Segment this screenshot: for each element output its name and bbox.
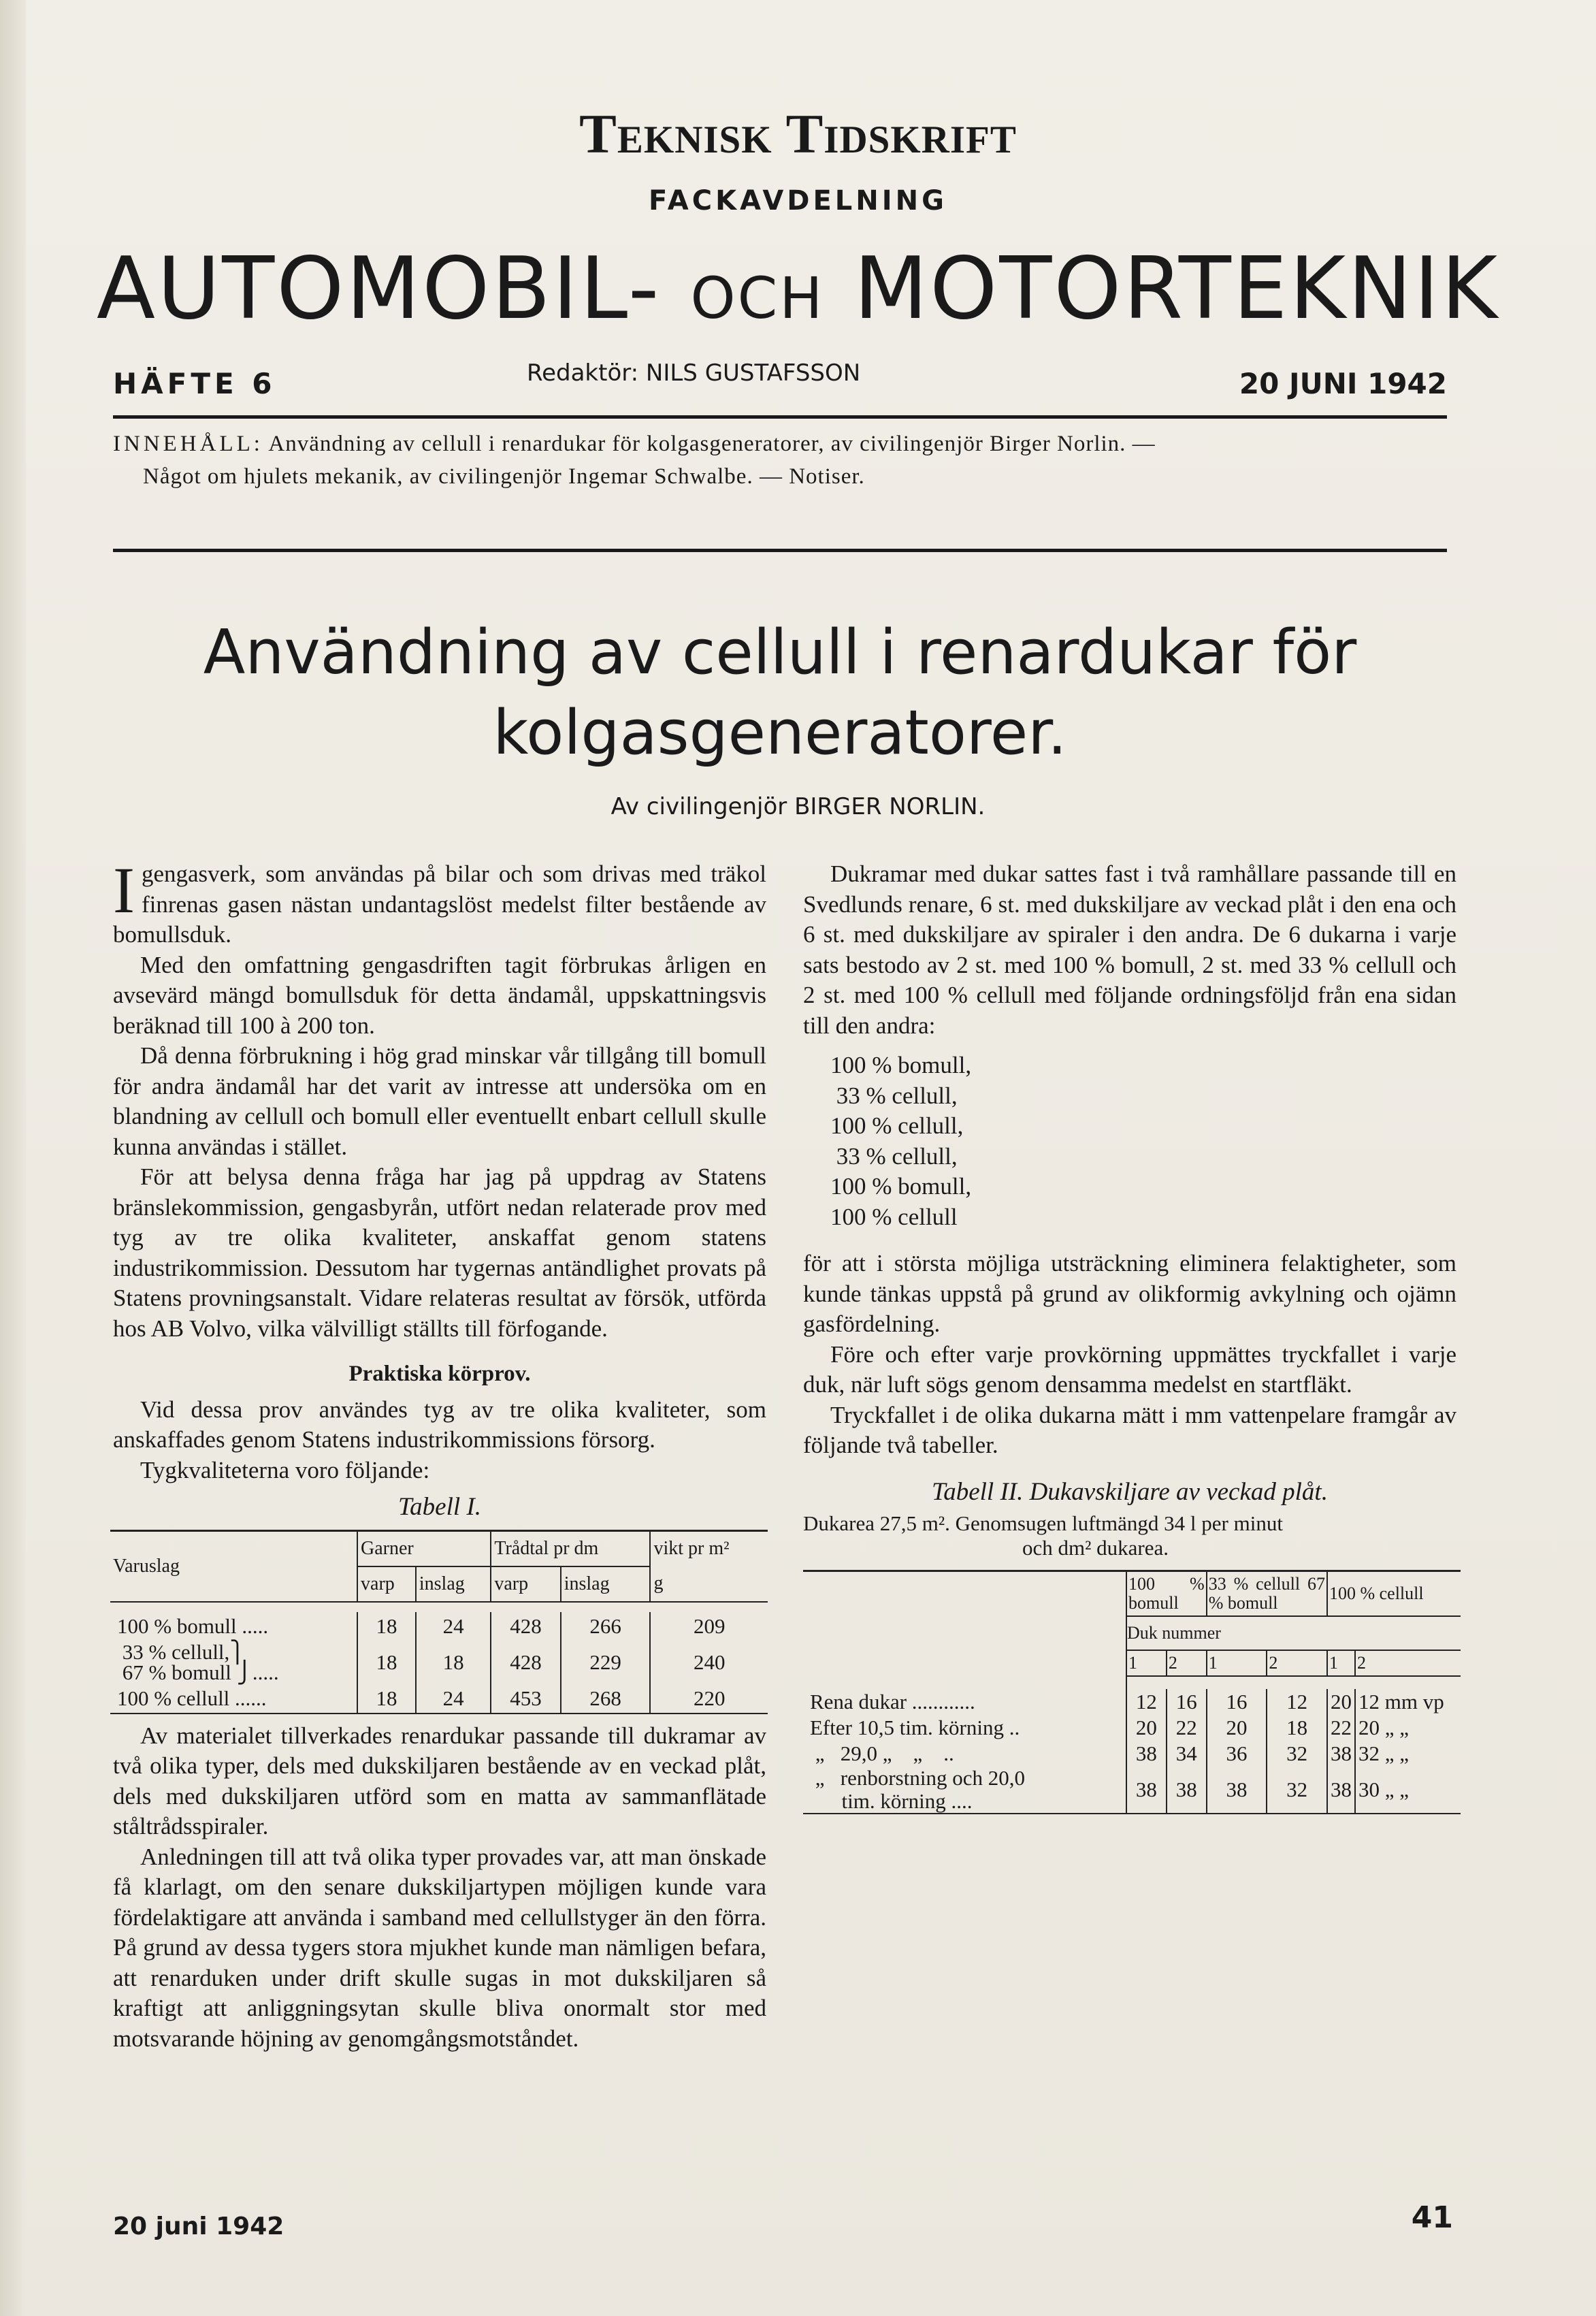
department-label: FACKAVDELNING bbox=[649, 185, 947, 216]
table1-cell: 18 bbox=[357, 1684, 416, 1714]
table2 bbox=[803, 1570, 1461, 1814]
table2-note-2: och dm² dukarea. bbox=[1022, 1536, 1169, 1560]
table2-cell: 36 bbox=[1207, 1741, 1267, 1767]
table2-cell: 22 bbox=[1327, 1715, 1355, 1741]
table1-cell: 428 bbox=[491, 1641, 560, 1684]
table-row bbox=[110, 1612, 768, 1641]
table1-cell-material: 100 % cellull ...... bbox=[110, 1684, 357, 1714]
table1-header-thread-warp: varp bbox=[491, 1566, 560, 1602]
table2-note bbox=[803, 1511, 1456, 1560]
table2-cell: 16 bbox=[1207, 1689, 1267, 1715]
editor-line: Redaktör: NILS GUSTAFSSON bbox=[527, 359, 861, 387]
table2-header-cotton: 100 % bomull bbox=[1126, 1571, 1207, 1617]
table-row bbox=[110, 1684, 768, 1714]
table2-cell: 32 bbox=[1267, 1741, 1327, 1767]
table-row bbox=[803, 1741, 1461, 1767]
paragraph-10: för att i största möjliga utsträckning eliminera felaktigheter, som kunde tänkas uppstå på grund av olikformig avkylning och ojämn gasfördelning. bbox=[803, 1250, 1456, 1337]
paragraph-4: För att belysa denna fråga har jag på uppdrag av Statens bränslekommission, gengasbyrån, utfört nedan relaterade prov med tyg av tre olika kvaliteter, anskaffat genom statens industrikommission. Dessutom har tygernas antändlighet provats på Statens provningsanstalt. Vidare relateras resultat av försök, utförda hos AB Volvo, vilka välvilligt ställts till förfogande. bbox=[113, 1163, 766, 1342]
table2-header-rayon: 100 % cellull bbox=[1327, 1571, 1461, 1617]
table1-header-material: Varuslag bbox=[110, 1530, 357, 1602]
table1-cell: 240 bbox=[650, 1641, 768, 1684]
table1-cell: 229 bbox=[561, 1641, 651, 1684]
table2-note-1: Dukarea 27,5 m². Genomsugen luftmängd 34 l per minut bbox=[803, 1511, 1283, 1535]
table2-cell: 12 mm vp bbox=[1355, 1689, 1461, 1715]
table1-cell: 18 bbox=[357, 1612, 416, 1641]
paragraph-3: Då denna förbrukning i hög grad minskar vår tillgång till bomull för andra ändamål har det varit av intresse att undersöka om en blandning av cellull och bomull eller eventuellt enbart cellull skulle kunna användas i stället. bbox=[113, 1042, 766, 1160]
toc-line-2: Något om hjulets mekanik, av civilingenjör Ingemar Schwalbe. — Notiser. bbox=[143, 464, 865, 489]
table2-cell: 32 „ „ bbox=[1355, 1741, 1461, 1767]
table2-header-duk: Duk nummer bbox=[1126, 1616, 1461, 1650]
table2-cell: 18 bbox=[1267, 1715, 1327, 1741]
table1-header-thread-weft: inslag bbox=[561, 1566, 651, 1602]
table2-cell: 22 bbox=[1167, 1715, 1207, 1741]
section-title-och: OCH bbox=[690, 265, 825, 332]
table2-cell: 20 bbox=[1327, 1689, 1355, 1715]
toc-bottom-rule bbox=[113, 549, 1447, 552]
table2-cell: 20 bbox=[1207, 1715, 1267, 1741]
table2-cell: 32 bbox=[1267, 1767, 1327, 1814]
table2-row-label: Efter 10,5 tim. körning .. bbox=[810, 1716, 1020, 1739]
table2-cell: 38 bbox=[1327, 1767, 1355, 1814]
article-title bbox=[113, 613, 1447, 773]
table2-cell: 38 bbox=[1126, 1741, 1167, 1767]
table2-caption: Tabell II. Dukavskiljare av veckad plåt. bbox=[932, 1477, 1328, 1506]
issue-number: HÄFTE 6 bbox=[113, 367, 276, 400]
paragraph-8-start: Anledningen till att två olika typer provades var, att man önskade få klarlagt, om den senare dukskiljartypen möjligen kunde vara fördelaktigare att använda i samband med cellullstyger än den förra. På grund av dessa tygers stora mjukhet kunde man nämligen befara, att renarduken under drift skulle sugas in mot dukskiljaren så kraftigt att anliggningsytan skulle bliva onormalt stor med motsvarande höjning av genomgångsmotståndet. bbox=[113, 1843, 766, 2052]
table2-cell: 12 bbox=[1126, 1689, 1167, 1715]
paragraph-12: Tryckfallet i de olika dukarna mätt i mm vattenpelare framgår av följande två tabeller. bbox=[803, 1401, 1456, 1458]
list-item: 100 % bomull, bbox=[830, 1173, 972, 1200]
journal-title: Teknisk Tidskrift bbox=[579, 103, 1017, 165]
table2-duk-num: 1 bbox=[1207, 1650, 1267, 1676]
article-title-line-2: kolgasgeneratorer. bbox=[493, 697, 1067, 769]
paragraph-9: Dukramar med dukar sattes fast i två ramhållare passande till en Svedlunds renare, 6 st. med dukskiljare av veckad plåt i den ena och 6 st. med dukskiljare av spiraler i den andra. De 6 dukarna i varje sats bestodo av 2 st. med 100 % bomull, 2 st. med 33 % cellull och 2 st. med 100 % cellull med följande ordningsföljd från ena sidan till den andra: bbox=[803, 861, 1456, 1039]
section-title-a: AUTOMOBIL- bbox=[96, 238, 662, 338]
table-row bbox=[803, 1767, 1461, 1814]
table1-cell: 428 bbox=[491, 1612, 560, 1641]
paragraph-1 bbox=[113, 854, 766, 950]
paragraph-7: Av materialet tillverkades renardukar passande till dukramar av två olika typer, dels med dukskiljaren bestående av en veckad plåt, dels med dukskiljaren utförd som en matta av sammanflätade ståltrådsspiraler. bbox=[113, 1722, 766, 1839]
table2-duk-num: 2 bbox=[1355, 1650, 1461, 1676]
table-row bbox=[110, 1641, 768, 1684]
toc-text-1: Användning av cellull i renardukar för kolgasgeneratorer, av civilingenjör Birger Norlin. — bbox=[268, 432, 1156, 456]
table2-cell: 38 bbox=[1167, 1767, 1207, 1814]
table2-cell: 30 „ „ bbox=[1355, 1767, 1461, 1814]
article-byline: Av civilingenjör BIRGER NORLIN. bbox=[610, 793, 986, 820]
table2-cell: 16 bbox=[1167, 1689, 1207, 1715]
list-item: 33 % cellull, bbox=[830, 1142, 958, 1170]
table1-cell: 18 bbox=[357, 1641, 416, 1684]
table1-header-thread: Trådtal pr dm bbox=[491, 1530, 650, 1566]
issue-meta bbox=[113, 359, 1447, 400]
issue-date: 20 JUNI 1942 bbox=[1239, 367, 1447, 400]
table1-cell: 24 bbox=[416, 1684, 491, 1714]
toc-top-rule bbox=[113, 415, 1447, 419]
table2-duk-num: 1 bbox=[1126, 1650, 1167, 1676]
right-column bbox=[803, 859, 1456, 1814]
table1-cell: 18 bbox=[416, 1641, 491, 1684]
table-row bbox=[803, 1689, 1461, 1715]
paragraph-2: Med den omfattning gengasdriften tagit förbrukas årligen en avsevärd mängd bomullsduk för detta ändamål, uppskattningsvis beräknad till 100 à 200 ton. bbox=[113, 951, 766, 1039]
paragraph-6: Tygkvaliteterna voro följande: bbox=[140, 1456, 430, 1483]
toc-line-1 bbox=[113, 428, 1447, 460]
table1-cell-material: 33 % cellull,⎫ 67 % bomull ⎭..... bbox=[122, 1639, 279, 1684]
left-column bbox=[113, 854, 766, 2054]
table-of-contents bbox=[113, 428, 1447, 493]
article-title-line-1: Användning av cellull i renardukar för bbox=[203, 617, 1357, 688]
table1-cell: 268 bbox=[561, 1684, 651, 1714]
subheading: Praktiska körprov. bbox=[348, 1362, 531, 1386]
duk-order-list bbox=[830, 1050, 1456, 1232]
table2-cell: 34 bbox=[1167, 1741, 1207, 1767]
list-item: 33 % cellull, bbox=[830, 1082, 958, 1109]
paragraph-1-text: gengasverk, som användas på bilar och som drivas med träkol finrenas gasen nästan undantagslöst medelst filter bestående av bomullsduk. bbox=[113, 861, 766, 948]
table2-row-label: „ renborstning och 20,0 tim. körning .... bbox=[803, 1767, 1126, 1814]
table2-row-label: Rena dukar ............ bbox=[810, 1690, 975, 1714]
table1-cell: 24 bbox=[416, 1612, 491, 1641]
table2-row-label: „ 29,0 „ „ .. bbox=[810, 1741, 954, 1765]
footer-date: 20 juni 1942 bbox=[113, 2213, 284, 2240]
list-item: 100 % cellull, bbox=[830, 1112, 964, 1139]
table2-duk-num: 1 bbox=[1327, 1650, 1355, 1676]
table1-header-weight: vikt pr m² bbox=[650, 1530, 768, 1566]
section-title-b: MOTORTEKNIK bbox=[853, 238, 1500, 338]
table2-cell: 38 bbox=[1126, 1767, 1167, 1814]
table2-cell: 20 bbox=[1126, 1715, 1167, 1741]
table1-cell-material: 100 % bomull ..... bbox=[117, 1613, 269, 1638]
table1-caption: Tabell I. bbox=[398, 1493, 481, 1521]
paragraph-5: Vid dessa prov användes tyg av tre olika kvaliteter, som anskaffades genom Statens industrikommissions försorg. bbox=[113, 1396, 766, 1453]
table2-cell: 38 bbox=[1207, 1767, 1267, 1814]
list-item: 100 % cellull bbox=[830, 1203, 958, 1230]
table2-header-mix: 33 % cellull 67 % bomull bbox=[1207, 1571, 1327, 1617]
drop-cap: I bbox=[113, 854, 135, 927]
table1-header-yarn: Garner bbox=[357, 1530, 491, 1566]
table2-header-blank bbox=[803, 1571, 1126, 1677]
page-number: 41 bbox=[1411, 2200, 1453, 2235]
table1-cell: 266 bbox=[561, 1612, 651, 1641]
table1-header-yarn-warp: varp bbox=[357, 1566, 416, 1602]
table-row bbox=[803, 1715, 1461, 1741]
table2-duk-num: 2 bbox=[1267, 1650, 1327, 1676]
table1-cell: 209 bbox=[650, 1612, 768, 1641]
table1-cell: 453 bbox=[491, 1684, 560, 1714]
table2-cell: 20 „ „ bbox=[1355, 1715, 1461, 1741]
toc-label: INNEHÅLL: bbox=[113, 432, 263, 456]
table1-spacer bbox=[110, 1602, 768, 1612]
section-title bbox=[0, 238, 1596, 338]
table1-header-yarn-weft: inslag bbox=[416, 1566, 491, 1602]
table1-header-weight-unit: g bbox=[650, 1566, 768, 1602]
paragraph-11: Före och efter varje provkörning uppmättes tryckfallet i varje duk, när luft sögs genom densamma medelst en startfläkt. bbox=[803, 1340, 1456, 1398]
page-edge-shadow bbox=[0, 0, 26, 2316]
list-item: 100 % bomull, bbox=[830, 1052, 972, 1078]
table2-cell: 38 bbox=[1327, 1741, 1355, 1767]
table2-duk-num: 2 bbox=[1167, 1650, 1207, 1676]
table2-cell: 12 bbox=[1267, 1689, 1327, 1715]
table1-cell: 220 bbox=[650, 1684, 768, 1714]
table1 bbox=[110, 1530, 768, 1714]
